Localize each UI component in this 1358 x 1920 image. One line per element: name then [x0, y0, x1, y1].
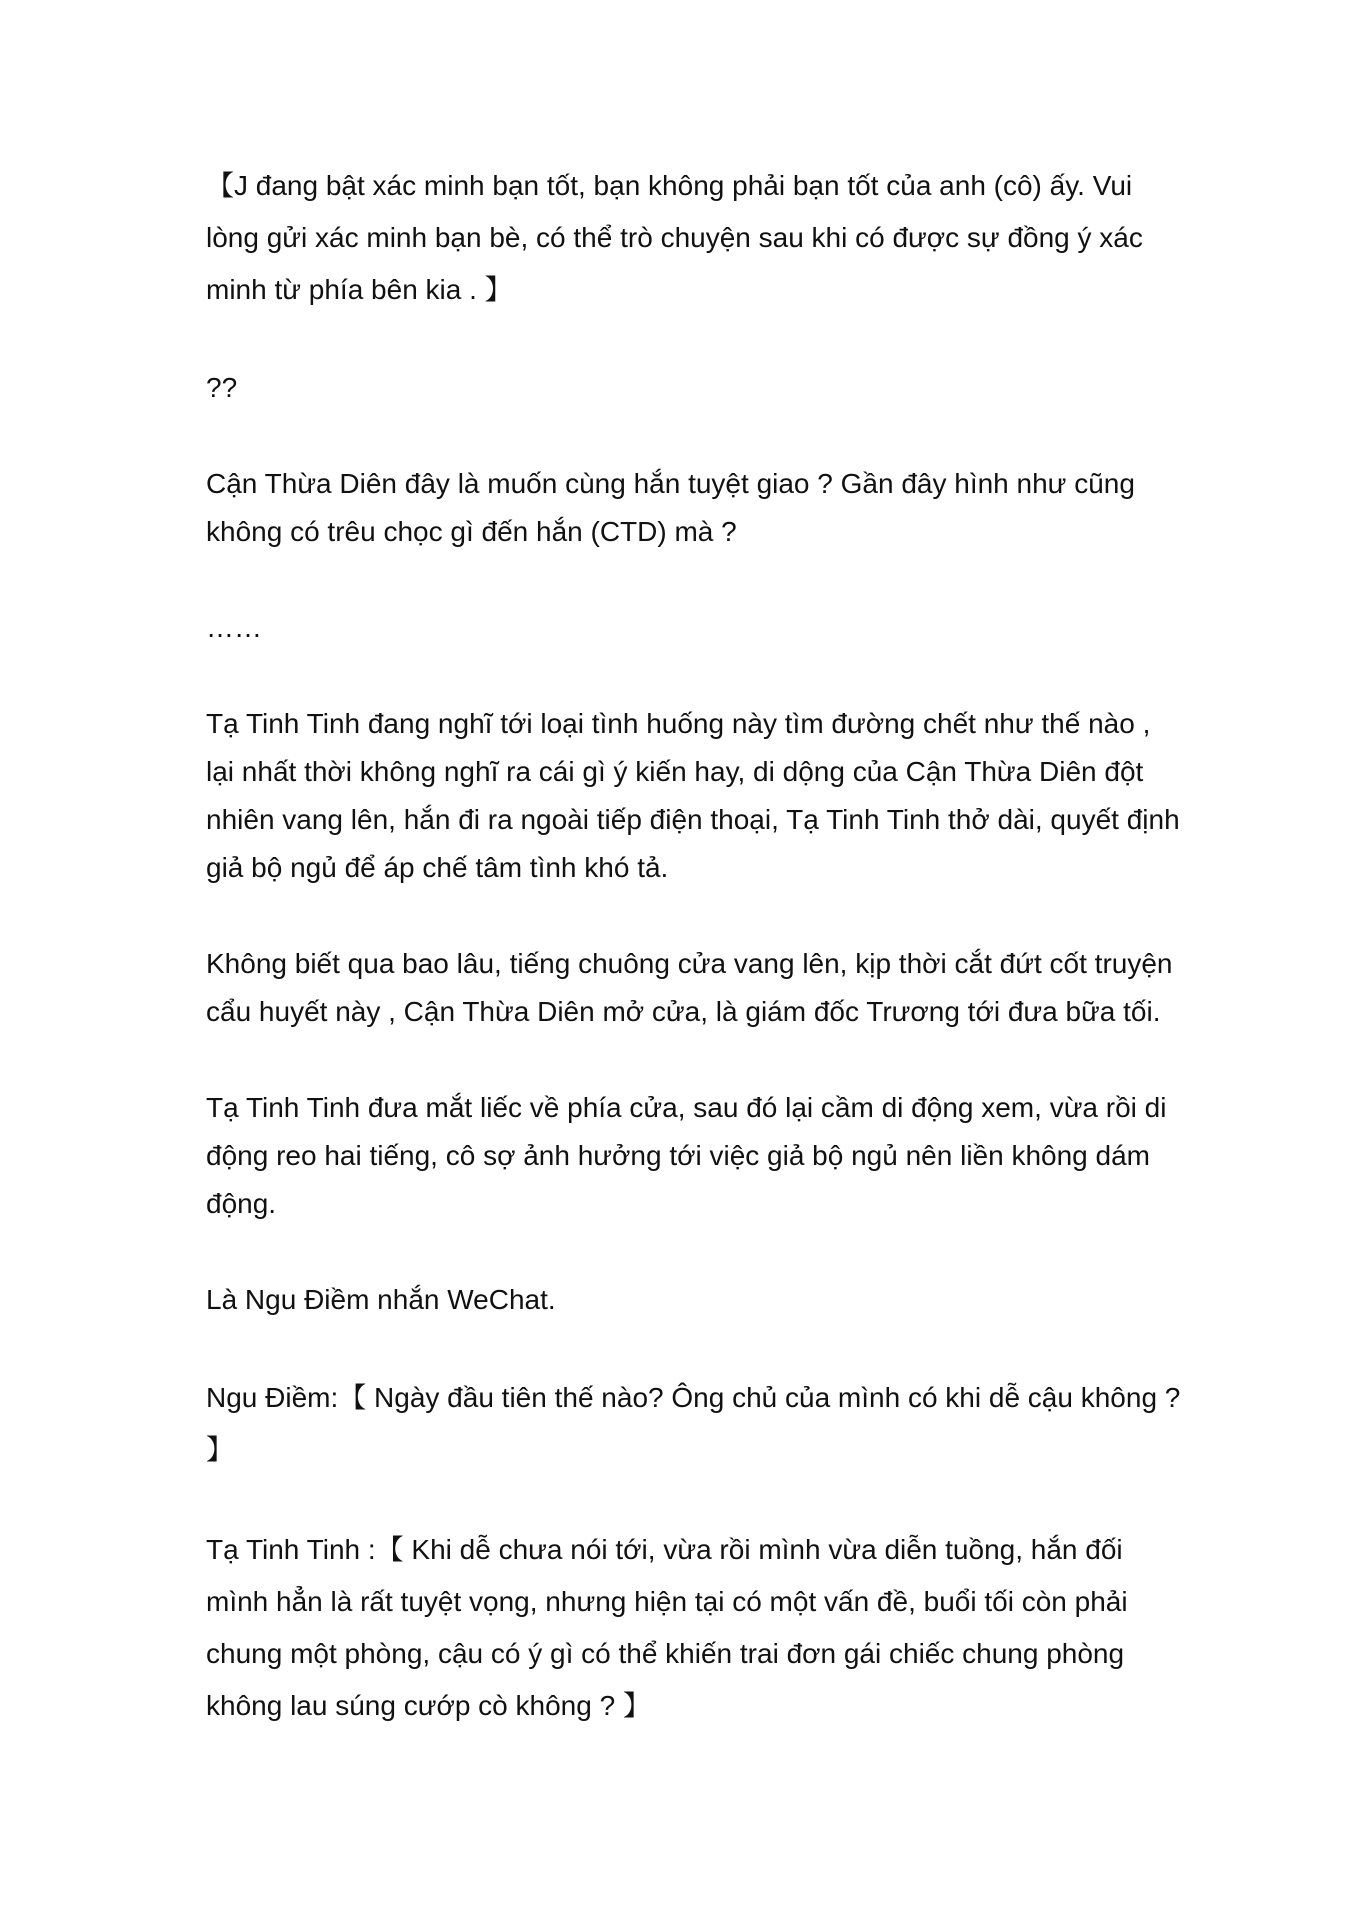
paragraph-narration: Tạ Tinh Tinh đang nghĩ tới loại tình huống này tìm đường chết như thế nào , lại nhất thời không nghĩ ra cái gì ý kiến hay, di dộng của Cận Thừa Diên đột nhiên vang lên, hắn đi ra ngoài tiếp điện thoại, Tạ Tinh Tinh thở dài, quyết định giả bộ ngủ để áp chế tâm tình khó tả. [206, 708, 1180, 883]
paragraph-dialog: Ngu Điềm:【 Ngày đầu tiên thế nào? Ông chủ của mình có khi dễ cậu không ? 】 [206, 1382, 1181, 1465]
paragraph-narration: Tạ Tinh Tinh đưa mắt liếc về phía cửa, sau đó lại cầm di động xem, vừa rồi di động reo hai tiếng, cô sợ ảnh hưởng tới việc giả bộ ngủ nên liền không dám động. [206, 1092, 1167, 1219]
paragraph-dialog: Tạ Tinh Tinh :【 Khi dễ chưa nói tới, vừa rồi mình vừa diễn tuồng, hắn đối mình hẳn là rất tuyệt vọng, nhưng hiện tại có một vấn đề, buổi tối còn phải chung một phòng, cậu có ý gì có thể khiến trai đơn gái chiếc chung phòng không lau súng cướp cò không ? 】 [206, 1534, 1128, 1721]
paragraph-system-message: 【J đang bật xác minh bạn tốt, bạn không phải bạn tốt của anh (cô) ấy. Vui lòng gửi xác minh bạn bè, có thể trò chuyện sau khi có được sự đồng ý xác minh từ phía bên kia . 】 [206, 170, 1143, 305]
paragraph-ellipsis: …… [206, 612, 262, 643]
paragraph-narration: Là Ngu Điềm nhắn WeChat. [206, 1284, 556, 1315]
paragraph-narration: Không biết qua bao lâu, tiếng chuông cửa vang lên, kịp thời cắt đứt cốt truyện cẩu huyết này , Cận Thừa Diên mở cửa, là giám đốc Trương tới đưa bữa tối. [206, 948, 1173, 1027]
paragraph-narration: Cận Thừa Diên đây là muốn cùng hắn tuyệt giao ? Gần đây hình như cũng không có trêu chọc gì đến hắn (CTD) mà ? [206, 468, 1135, 547]
document-body [206, 160, 1186, 1780]
paragraph-question-marks: ?? [206, 372, 238, 403]
